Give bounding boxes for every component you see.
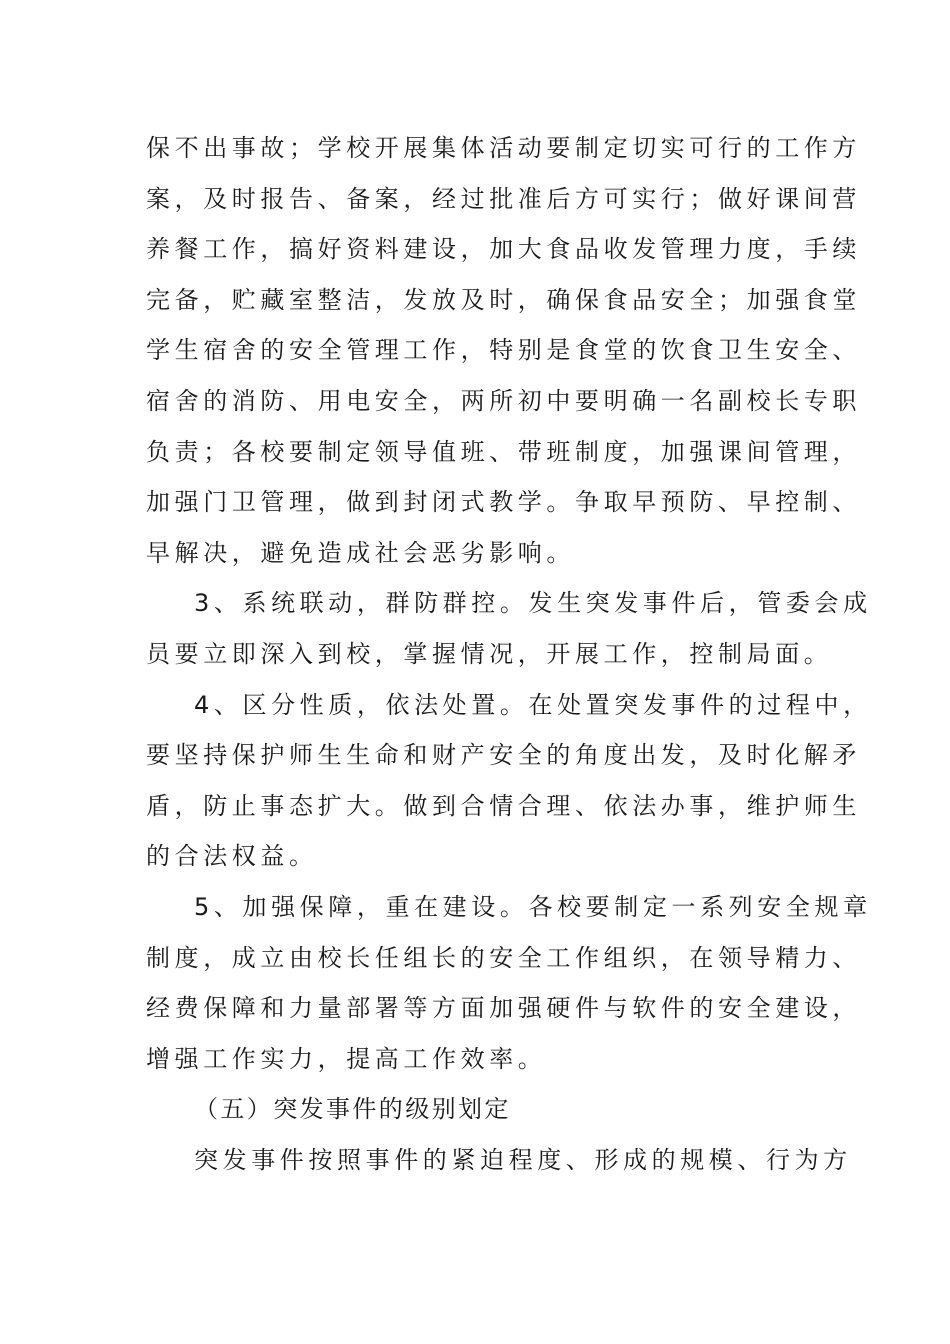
text-line: 宿舍的消防、用电安全，两所初中要明确一名副校长专职	[146, 386, 861, 415]
paragraph-start-line: 5、加强保障，重在建设。各校要制定一系列安全规章	[194, 892, 872, 921]
paragraph-start-line: 3、系统联动，群防群控。发生突发事件后，管委会成	[194, 589, 872, 618]
text-line: 保不出事故；学校开展集体活动要制定切实可行的工作方	[146, 134, 861, 162]
text-line: 经费保障和力量部署等方面加强硬件与软件的安全建设，	[146, 994, 861, 1023]
paragraph-start-line: 4、区分性质，依法处置。在处置突发事件的过程中，	[194, 690, 872, 719]
text-line: 案，及时报告、备案，经过批准后方可实行；做好课间营	[146, 184, 861, 213]
text-line: 员要立即深入到校，掌握情况，开展工作，控制局面。	[146, 639, 833, 668]
text-line: 要坚持保护师生生命和财产安全的角度出发，及时化解矛	[146, 741, 861, 770]
text-line: 制度，成立由校长任组长的安全工作组织，在领导精力、	[146, 943, 861, 972]
text-line: 增强工作实力，提高工作效率。	[146, 1044, 547, 1073]
text-line: 养餐工作，搞好资料建设，加大食品收发管理力度，手续	[146, 235, 861, 264]
text-line: 负责；各校要制定领导值班、带班制度，加强课间管理，	[146, 437, 861, 466]
section-heading: （五）突发事件的级别划定	[194, 1095, 511, 1124]
text-line: 的合法权益。	[146, 842, 318, 871]
document-body	[146, 123, 872, 1185]
text-line: 盾，防止事态扩大。做到合情合理、依法办事，维护师生	[146, 791, 861, 820]
text-line: 学生宿舍的安全管理工作，特别是食堂的饮食卫生安全、	[146, 336, 861, 365]
text-line: 加强门卫管理，做到封闭式教学。争取早预防、早控制、	[146, 488, 861, 517]
paragraph-start-line: 突发事件按照事件的紧迫程度、形成的规模、行为方	[194, 1145, 852, 1174]
text-line: 完备，贮藏室整洁，发放及时，确保食品安全；加强食堂	[146, 285, 861, 314]
text-line: 早解决，避免造成社会恶劣影响。	[146, 538, 575, 567]
